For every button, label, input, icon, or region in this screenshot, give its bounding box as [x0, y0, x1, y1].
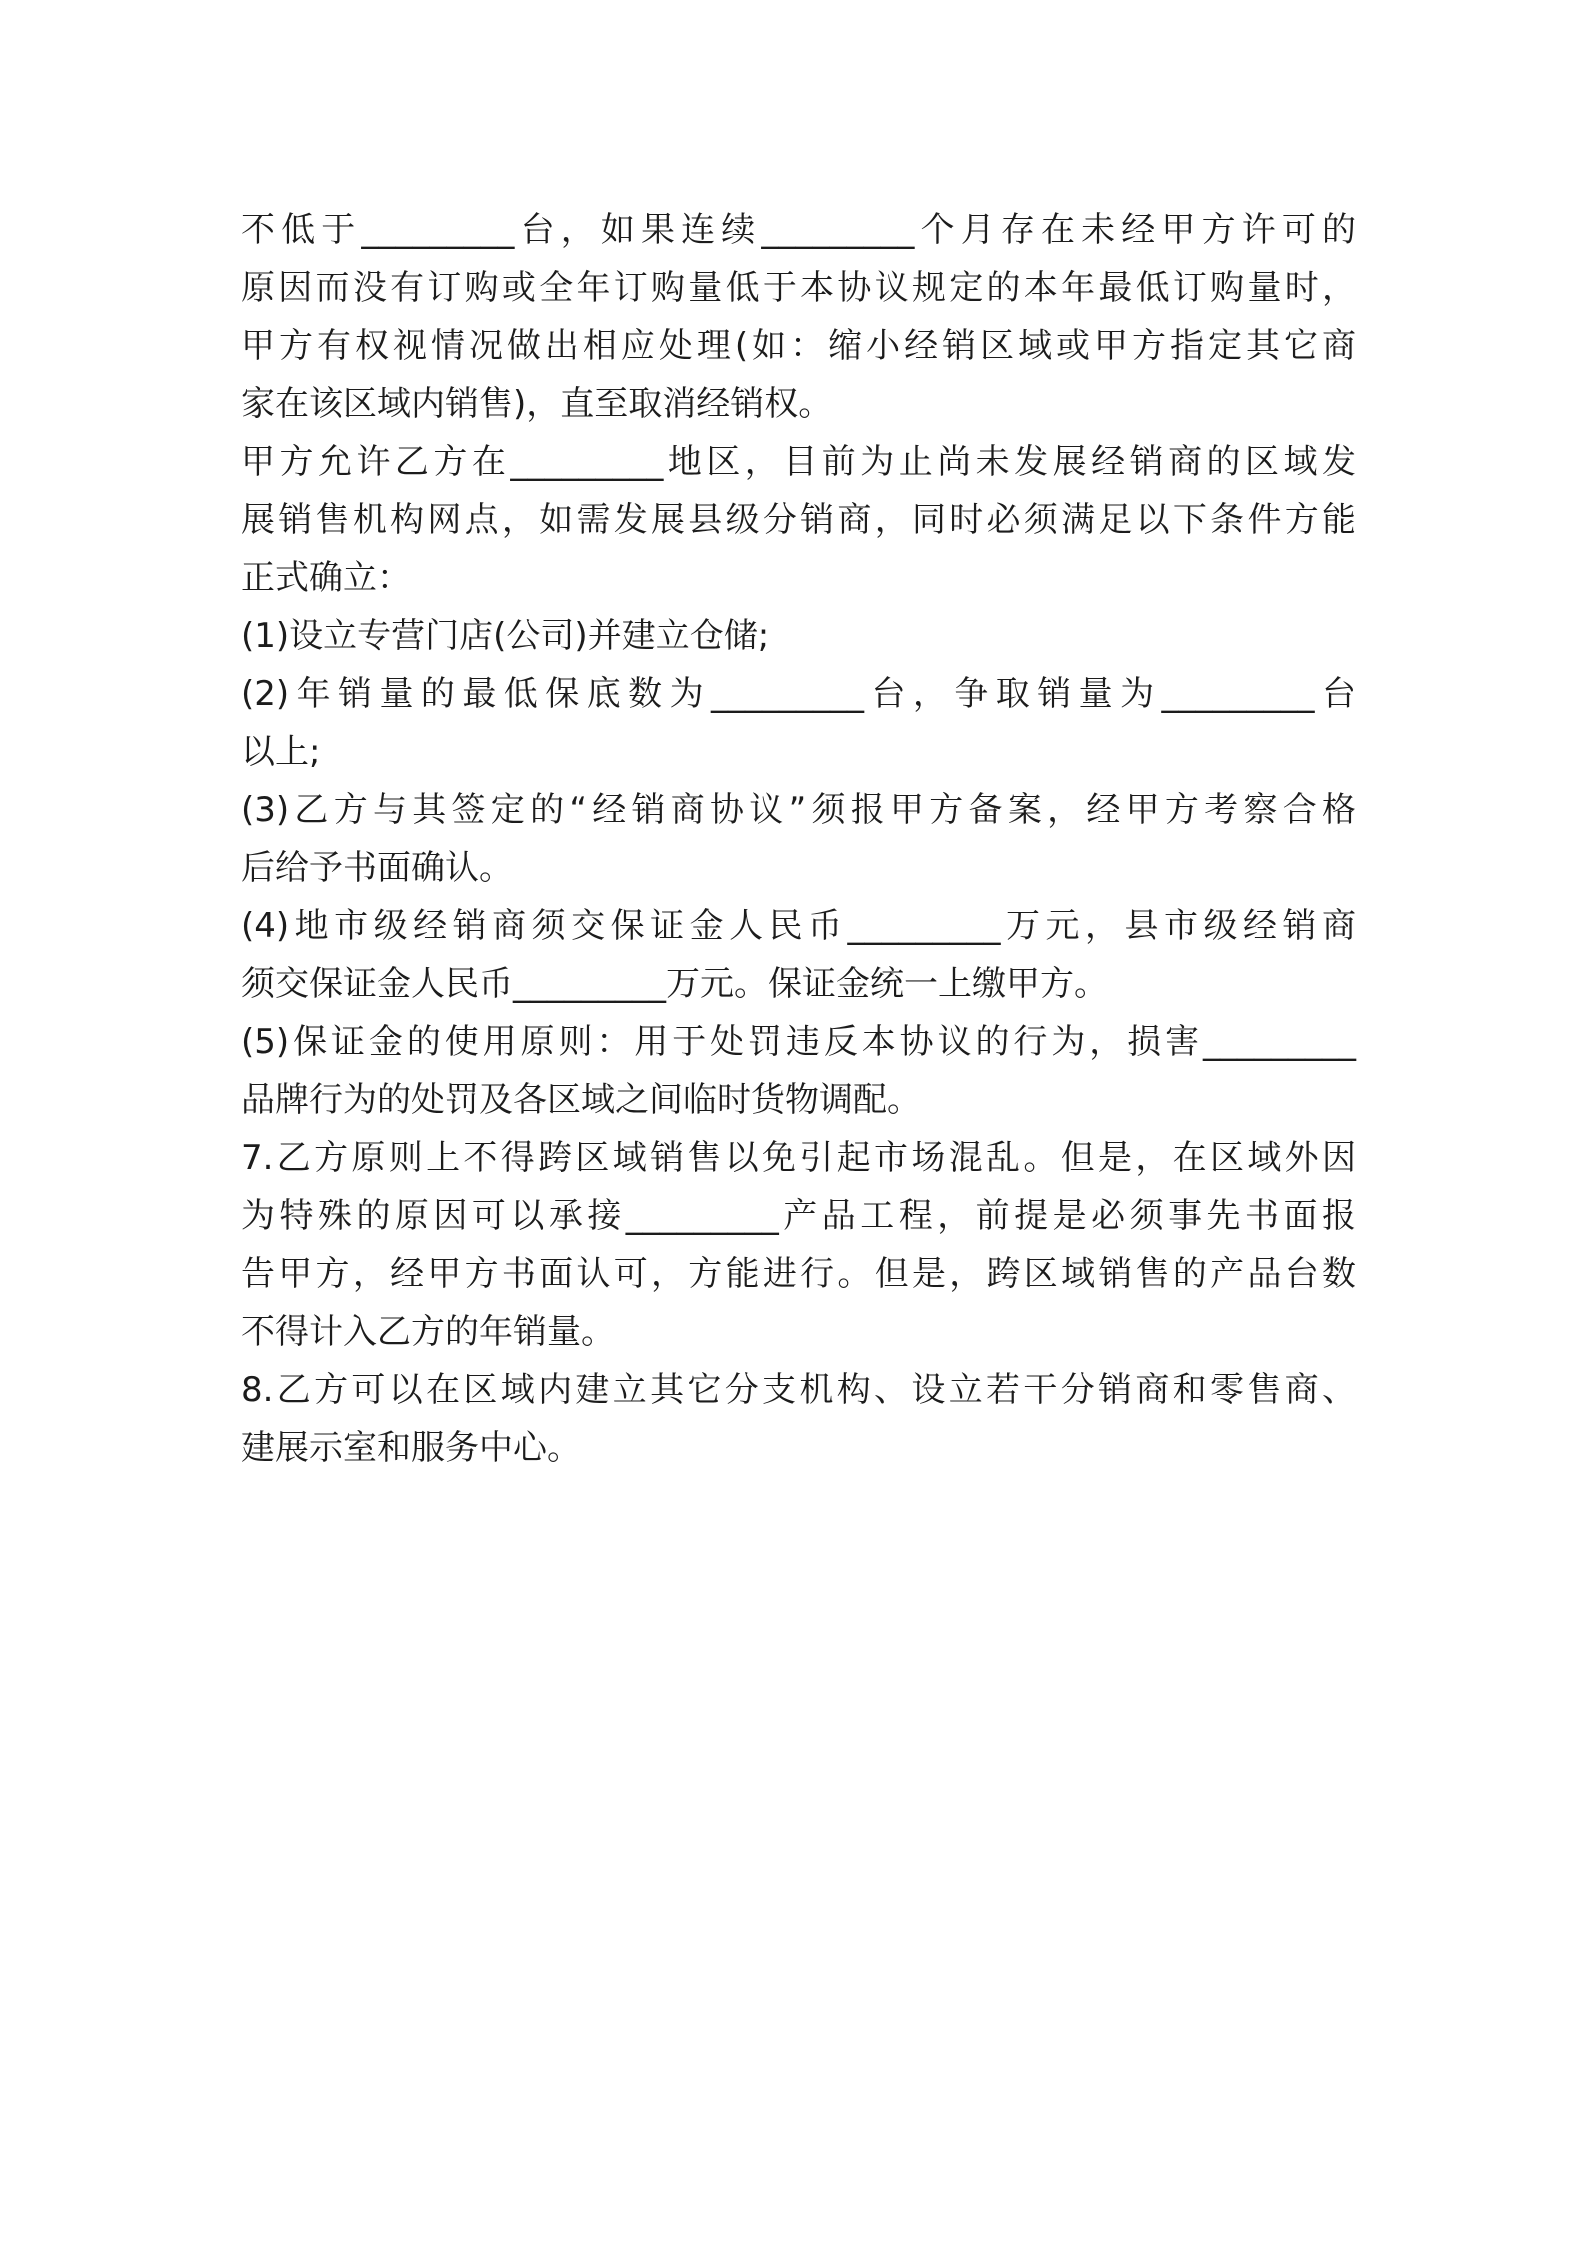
text-line: 8.乙方可以在区域内建立其它分支机构、设立若干分销商和零售商、: [241, 1370, 1356, 1410]
text-line: 甲方有权视情况做出相应处理(如：缩小经销区域或甲方指定其它商: [241, 326, 1356, 366]
text-line: (1)设立专营门店(公司)并建立仓储;: [241, 616, 770, 656]
text-line: 原因而没有订购或全年订购量低于本协议规定的本年最低订购量时，: [241, 268, 1356, 308]
text-line: 展销售机构网点，如需发展县级分销商，同时必须满足以下条件方能: [241, 500, 1356, 540]
text-line: 建展示室和服务中心。: [241, 1428, 581, 1468]
text-line: 以上;: [241, 732, 321, 772]
text-line: (4)地市级经销商须交保证金人民币_________万元，县市级经销商: [241, 906, 1356, 946]
text-line: 不低于_________台，如果连续_________个月存在未经甲方许可的: [241, 210, 1356, 250]
text-line: 正式确立：: [241, 558, 411, 598]
text-line: 不得计入乙方的年销量。: [241, 1312, 615, 1352]
text-line: 后给予书面确认。: [241, 848, 513, 888]
text-line: 家在该区域内销售)，直至取消经销权。: [241, 384, 833, 424]
text-line: (5)保证金的使用原则：用于处罚违反本协议的行为，损害_________: [241, 1022, 1356, 1062]
text-line: 告甲方，经甲方书面认可，方能进行。但是，跨区域销售的产品台数: [241, 1254, 1356, 1294]
text-line: 7.乙方原则上不得跨区域销售以免引起市场混乱。但是，在区域外因: [241, 1138, 1356, 1178]
text-line: 为特殊的原因可以承接_________产品工程，前提是必须事先书面报: [241, 1196, 1356, 1236]
text-line: 品牌行为的处罚及各区域之间临时货物调配。: [241, 1080, 921, 1120]
text-line: (2)年销量的最低保底数为_________台，争取销量为_________台: [241, 674, 1356, 714]
text-line: (3)乙方与其签定的“经销商协议”须报甲方备案，经甲方考察合格: [241, 790, 1356, 830]
text-line: 须交保证金人民币_________万元。保证金统一上缴甲方。: [241, 964, 1108, 1004]
text-line: 甲方允许乙方在_________地区，目前为止尚未发展经销商的区域发: [241, 442, 1356, 482]
